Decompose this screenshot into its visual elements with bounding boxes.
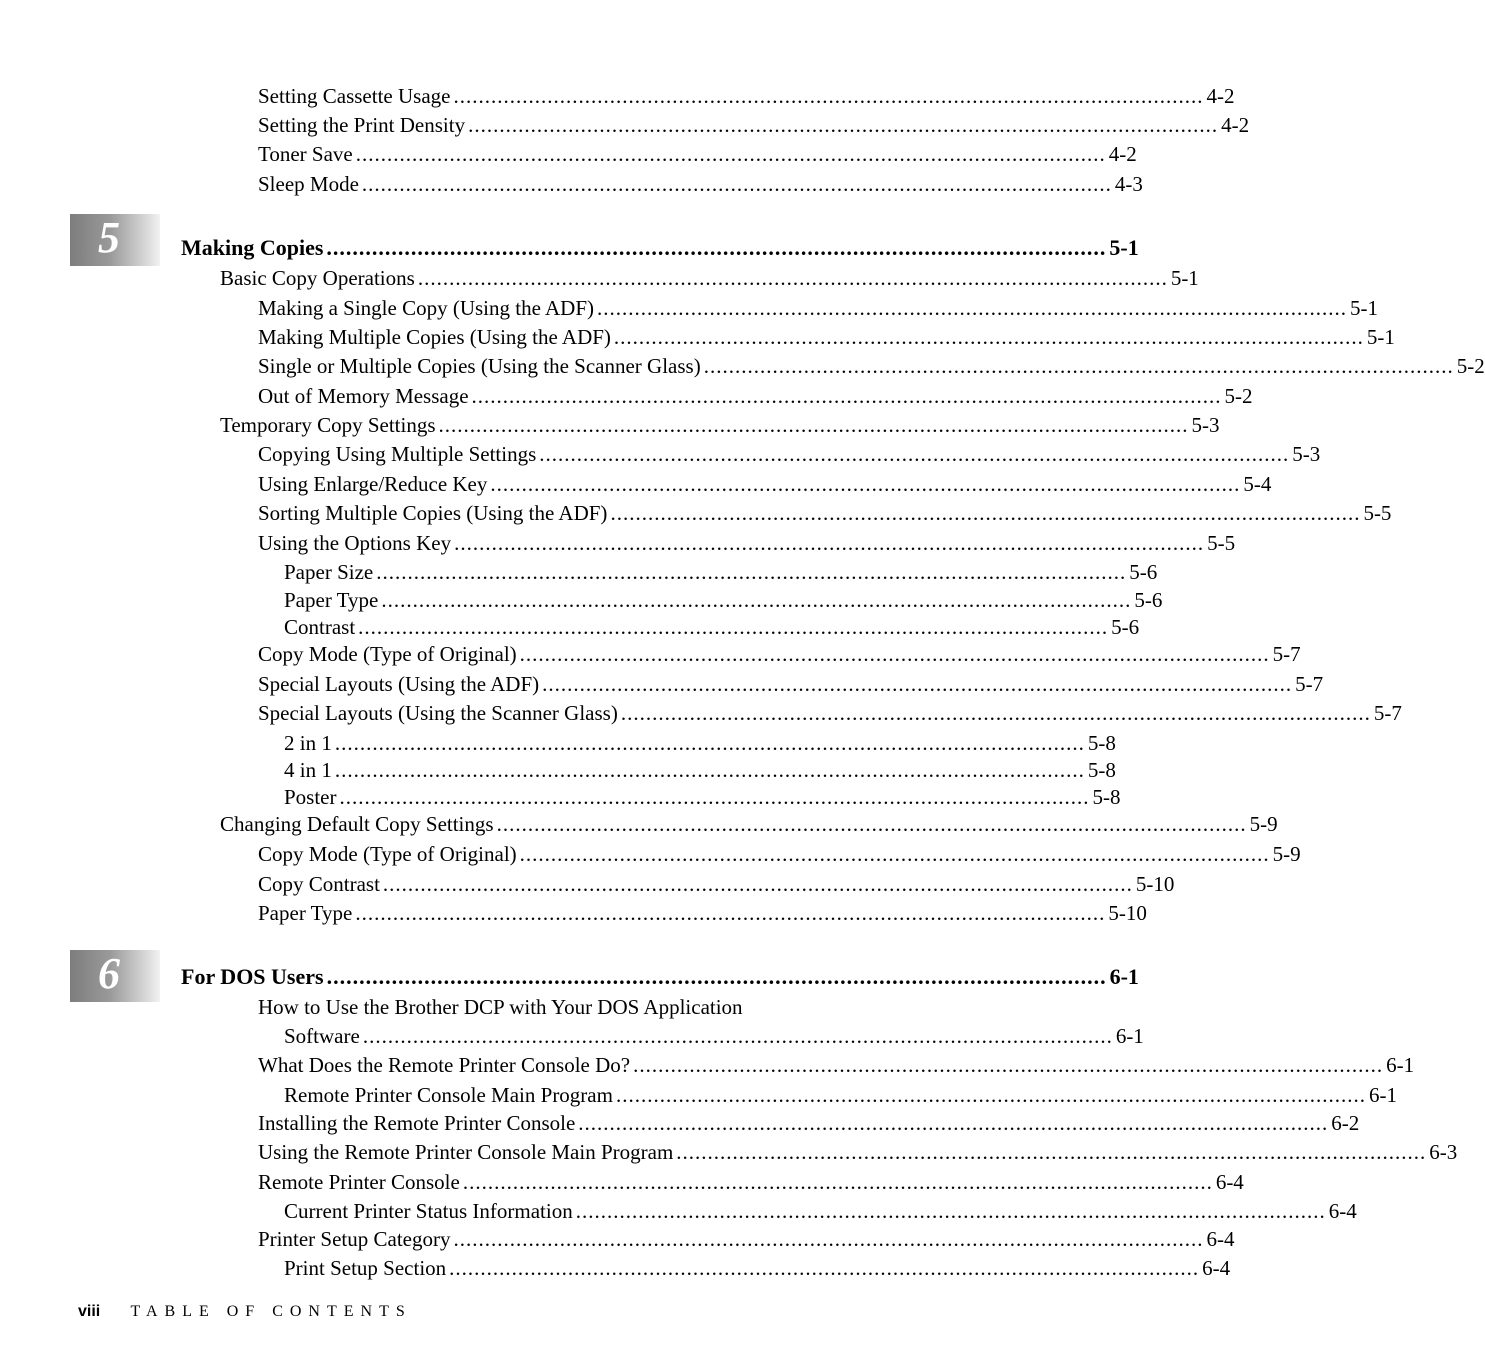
toc-entry-page: 5-6 bbox=[1129, 560, 1158, 584]
leader-dots: ........................................................................................................................ bbox=[575, 1199, 1326, 1223]
toc-entry-title: Special Layouts (Using the Scanner Glass) bbox=[258, 701, 618, 725]
toc-entry-page: 5-1 bbox=[1170, 266, 1199, 290]
toc-entry[interactable] bbox=[258, 1053, 1415, 1077]
toc-entry-title: Basic Copy Operations bbox=[220, 266, 415, 290]
leader-dots: ........................................................................................................................ bbox=[597, 296, 1347, 320]
toc-entry-title: Changing Default Copy Settings bbox=[220, 812, 494, 836]
leader-dots: ........................................................................................................................ bbox=[496, 812, 1247, 836]
toc-entry-title: 2 in 1 bbox=[284, 731, 332, 755]
toc-entry[interactable] bbox=[258, 442, 1321, 466]
toc-entry[interactable] bbox=[258, 354, 1485, 378]
page-footer bbox=[78, 1299, 412, 1324]
leader-dots: ........................................................................................................................ bbox=[453, 84, 1204, 108]
toc-entry-title: Copy Mode (Type of Original) bbox=[258, 842, 517, 866]
toc-entry[interactable] bbox=[258, 531, 1236, 555]
toc-chapter-heading[interactable] bbox=[181, 964, 1139, 989]
toc-entry-title: Setting the Print Density bbox=[258, 113, 466, 137]
toc-entry-page: 6-1 bbox=[1368, 1083, 1397, 1107]
leader-dots: ........................................................................................................................ bbox=[355, 142, 1106, 166]
leader-dots: ........................................................................................................................ bbox=[462, 1170, 1213, 1194]
toc-entry-wrapped-line[interactable] bbox=[258, 995, 743, 1019]
toc-entry[interactable] bbox=[258, 642, 1301, 666]
toc-entry-page: 5-8 bbox=[1087, 731, 1116, 755]
leader-dots: ........................................................................................................................ bbox=[615, 1083, 1366, 1107]
toc-entry-title: What Does the Remote Printer Console Do? bbox=[258, 1053, 631, 1077]
toc-entry-title: Contrast bbox=[284, 615, 356, 639]
toc-entry-page: 5-3 bbox=[1191, 413, 1220, 437]
leader-dots: ........................................................................................................................ bbox=[326, 235, 1107, 260]
leader-dots: ........................................................................................................................ bbox=[358, 615, 1109, 639]
toc-entry-page: 5-8 bbox=[1087, 758, 1116, 782]
leader-dots: ........................................................................................................................ bbox=[490, 472, 1241, 496]
toc-entry[interactable] bbox=[220, 812, 1278, 836]
toc-entry[interactable] bbox=[284, 1083, 1397, 1107]
toc-entry-page: 5-4 bbox=[1243, 472, 1272, 496]
toc-entry-page: 5-1 bbox=[1350, 296, 1378, 320]
toc-entry-title: For DOS Users bbox=[181, 964, 324, 989]
toc-entry-title: Temporary Copy Settings bbox=[220, 413, 436, 437]
chapter-5-tab bbox=[70, 214, 160, 266]
leader-dots: ........................................................................................................................ bbox=[453, 1227, 1204, 1251]
toc-entry-page: 5-2 bbox=[1456, 354, 1485, 378]
toc-entry-title: Using the Remote Printer Console Main Program bbox=[258, 1140, 674, 1164]
toc-entry[interactable] bbox=[258, 172, 1143, 196]
toc-entry-title: Remote Printer Console bbox=[258, 1170, 460, 1194]
leader-dots: ........................................................................................................................ bbox=[339, 785, 1090, 809]
leader-dots: ........................................................................................................................ bbox=[633, 1053, 1384, 1077]
toc-entry-page: 5-9 bbox=[1249, 812, 1278, 836]
toc-entry[interactable] bbox=[258, 701, 1402, 725]
leader-dots: ........................................................................................................................ bbox=[542, 672, 1293, 696]
toc-entry[interactable] bbox=[258, 901, 1147, 925]
toc-entry-title: Copying Using Multiple Settings bbox=[258, 442, 537, 466]
leader-dots: ........................................................................................................................ bbox=[519, 642, 1270, 666]
toc-entry-page: 6-3 bbox=[1429, 1140, 1458, 1164]
toc-entry-title: Sleep Mode bbox=[258, 172, 359, 196]
toc-entry-title: How to Use the Brother DCP with Your DOS Application bbox=[258, 995, 743, 1019]
toc-entry-title: Sorting Multiple Copies (Using the ADF) bbox=[258, 501, 608, 525]
toc-entry[interactable] bbox=[258, 872, 1175, 896]
toc-entry[interactable] bbox=[220, 266, 1199, 290]
toc-chapter-heading[interactable] bbox=[181, 235, 1139, 260]
toc-entry-page: 5-3 bbox=[1292, 442, 1321, 466]
toc-entry[interactable] bbox=[258, 501, 1392, 525]
toc-entry[interactable] bbox=[284, 1024, 1144, 1048]
toc-entry[interactable] bbox=[258, 84, 1235, 108]
toc-entry-page: 5-10 bbox=[1108, 901, 1147, 925]
toc-entry-page: 5-7 bbox=[1295, 672, 1324, 696]
toc-entry-page: 5-2 bbox=[1224, 384, 1253, 408]
toc-entry-title: Paper Type bbox=[258, 901, 353, 925]
toc-entry-title: Out of Memory Message bbox=[258, 384, 469, 408]
leader-dots: ........................................................................................................................ bbox=[676, 1140, 1427, 1164]
leader-dots: ........................................................................................................................ bbox=[376, 560, 1127, 584]
toc-entry[interactable] bbox=[258, 842, 1301, 866]
toc-entry-page: 5-5 bbox=[1363, 501, 1392, 525]
toc-entry-title: Making Copies bbox=[181, 235, 324, 260]
toc-entry[interactable] bbox=[284, 1256, 1231, 1280]
toc-entry-title: 4 in 1 bbox=[284, 758, 332, 782]
toc-entry[interactable] bbox=[284, 560, 1158, 584]
toc-entry-title: Print Setup Section bbox=[284, 1256, 447, 1280]
toc-entry-title: Making Multiple Copies (Using the ADF) bbox=[258, 325, 611, 349]
leader-dots: ........................................................................................................................ bbox=[471, 384, 1222, 408]
toc-entry[interactable] bbox=[258, 1140, 1458, 1164]
toc-entry-title: Special Layouts (Using the ADF) bbox=[258, 672, 540, 696]
chapter-number: 5 bbox=[98, 213, 120, 262]
leader-dots: ........................................................................................................................ bbox=[613, 325, 1364, 349]
leader-dots: ........................................................................................................................ bbox=[468, 113, 1219, 137]
toc-entry[interactable] bbox=[258, 142, 1137, 166]
leader-dots: ........................................................................................................................ bbox=[620, 701, 1371, 725]
leader-dots: ........................................................................................................................ bbox=[334, 731, 1085, 755]
toc-entry-title: Paper Type bbox=[284, 588, 379, 612]
toc-entry-page: 4-3 bbox=[1114, 172, 1143, 196]
toc-entry-page: 5-1 bbox=[1109, 235, 1139, 260]
leader-dots: ........................................................................................................................ bbox=[381, 588, 1132, 612]
toc-entry-page: 5-7 bbox=[1373, 701, 1402, 725]
toc-entry-page: 6-4 bbox=[1202, 1256, 1231, 1280]
toc-entry-page: 5-7 bbox=[1272, 642, 1301, 666]
toc-entry-title: Using the Options Key bbox=[258, 531, 452, 555]
toc-entry-page: 5-8 bbox=[1092, 785, 1121, 809]
toc-entry-page: 6-1 bbox=[1115, 1024, 1144, 1048]
toc-entry-title: Toner Save bbox=[258, 142, 353, 166]
leader-dots: ........................................................................................................................ bbox=[454, 531, 1205, 555]
chapter-number: 6 bbox=[98, 949, 120, 998]
toc-entry[interactable] bbox=[284, 731, 1116, 755]
toc-entry[interactable] bbox=[220, 413, 1220, 437]
toc-entry[interactable] bbox=[284, 615, 1140, 639]
toc-entry[interactable] bbox=[258, 113, 1250, 137]
toc-entry-page: 6-4 bbox=[1328, 1199, 1357, 1223]
toc-entry-page: 4-2 bbox=[1221, 113, 1250, 137]
leader-dots: ........................................................................................................................ bbox=[334, 758, 1085, 782]
toc-entry[interactable] bbox=[258, 672, 1324, 696]
leader-dots: ........................................................................................................................ bbox=[578, 1111, 1329, 1135]
leader-dots: ........................................................................................................................ bbox=[610, 501, 1361, 525]
toc-entry-page: 5-1 bbox=[1366, 325, 1395, 349]
toc-entry-title: Single or Multiple Copies (Using the Scanner Glass) bbox=[258, 354, 701, 378]
toc-entry[interactable] bbox=[284, 1199, 1357, 1223]
toc-entry[interactable] bbox=[258, 1111, 1360, 1135]
footer-page-number: viii bbox=[78, 1303, 101, 1320]
toc-entry-title: Setting Cassette Usage bbox=[258, 84, 451, 108]
toc-entry[interactable] bbox=[284, 588, 1163, 612]
toc-entry-title: Software bbox=[284, 1024, 360, 1048]
leader-dots: ........................................................................................................................ bbox=[361, 172, 1112, 196]
toc-entry-title: Paper Size bbox=[284, 560, 374, 584]
toc-entry[interactable] bbox=[258, 1227, 1235, 1251]
toc-entry-page: 4-2 bbox=[1108, 142, 1137, 166]
toc-entry-title: Installing the Remote Printer Console bbox=[258, 1111, 576, 1135]
leader-dots: ........................................................................................................................ bbox=[438, 413, 1189, 437]
toc-entry-page: 6-1 bbox=[1109, 964, 1139, 989]
toc-entry-title: Remote Printer Console Main Program bbox=[284, 1083, 613, 1107]
leader-dots: ........................................................................................................................ bbox=[382, 872, 1133, 896]
toc-entry[interactable] bbox=[258, 325, 1395, 349]
toc-entry-page: 6-4 bbox=[1206, 1227, 1235, 1251]
leader-dots: ........................................................................................................................ bbox=[417, 266, 1168, 290]
leader-dots: ........................................................................................................................ bbox=[362, 1024, 1113, 1048]
toc-entry-title: Printer Setup Category bbox=[258, 1227, 451, 1251]
toc-entry-page: 5-10 bbox=[1135, 872, 1175, 896]
toc-entry[interactable] bbox=[284, 785, 1121, 809]
toc-entry[interactable] bbox=[284, 758, 1116, 782]
toc-entry-page: 5-5 bbox=[1207, 531, 1236, 555]
footer-section-label: TABLE OF CONTENTS bbox=[130, 1303, 412, 1320]
toc-entry[interactable] bbox=[258, 296, 1378, 320]
toc-entry-page: 5-6 bbox=[1134, 588, 1163, 612]
toc-entry-page: 6-1 bbox=[1386, 1053, 1415, 1077]
toc-entry-page: 6-2 bbox=[1331, 1111, 1360, 1135]
toc-entry[interactable] bbox=[258, 384, 1253, 408]
chapter-6-tab bbox=[70, 950, 160, 1002]
leader-dots: ........................................................................................................................ bbox=[519, 842, 1270, 866]
toc-entry-title: Poster bbox=[284, 785, 337, 809]
leader-dots: ........................................................................................................................ bbox=[355, 901, 1106, 925]
toc-entry[interactable] bbox=[258, 472, 1272, 496]
leader-dots: ........................................................................................................................ bbox=[703, 354, 1454, 378]
toc-entry-title: Making a Single Copy (Using the ADF) bbox=[258, 296, 594, 320]
toc-entry-page: 5-6 bbox=[1111, 615, 1140, 639]
toc-entry[interactable] bbox=[258, 1170, 1244, 1194]
toc-entry-title: Current Printer Status Information bbox=[284, 1199, 573, 1223]
toc-entry-title: Copy Contrast bbox=[258, 872, 380, 896]
toc-entry-title: Using Enlarge/Reduce Key bbox=[258, 472, 488, 496]
toc-entry-title: Copy Mode (Type of Original) bbox=[258, 642, 517, 666]
toc-entry-page: 5-9 bbox=[1272, 842, 1301, 866]
leader-dots: ........................................................................................................................ bbox=[326, 964, 1107, 989]
toc-entry-page: 6-4 bbox=[1215, 1170, 1244, 1194]
leader-dots: ........................................................................................................................ bbox=[449, 1256, 1200, 1280]
toc-entry-page: 4-2 bbox=[1206, 84, 1235, 108]
leader-dots: ........................................................................................................................ bbox=[539, 442, 1290, 466]
